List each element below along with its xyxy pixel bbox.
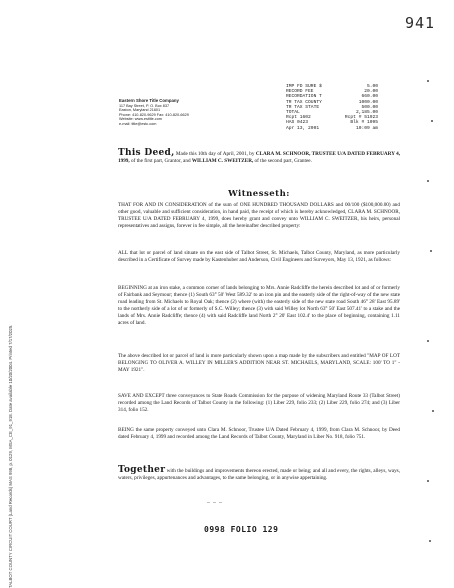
receipt-row: HAS 0423 Blk # 1095 xyxy=(286,120,378,126)
except-paragraph: SAVE AND EXCEPT three conveyances to State Roads Commission for the purpose of widening Maryland Route 33 (Talbot Street) recorded among the Land Records of Talbot County in the following: (1) Liber 229, folio 233; (2) Liber 229, folio 274; and (3) Liber 314, folio 152. xyxy=(118,393,400,413)
receipt-row: Rcpt 1602 Rcpt # 51923 xyxy=(286,115,378,121)
company-website: Website: www.estitle.com xyxy=(119,117,162,122)
scan-marks: ‒ ‒ ‒ xyxy=(207,500,223,506)
receipt-row: TR TAX STATE 500.00 xyxy=(286,104,378,110)
receipt-row: TR TAX COUNTY 1000.00 xyxy=(286,99,378,105)
receipt-row: Apr 13, 2001 10:09 am xyxy=(286,125,378,131)
being-paragraph: BEING the same property conveyed unto Clara M. Schnoor, Trustee U/A Dated February 4, 1999, from Clara M. Schnoor, by Deed dated February 4, 1999 and recorded among the Land Records of Talbot County, Maryland in Liber No. 918, folio 751. xyxy=(118,427,400,440)
archive-margin-note: TALBOT COUNTY CIRCUIT COURT (Land Records) MAS 998, p. 0129, MSA_CE_91_918. Date available 10/20/2004. Printed 7/17/2025. xyxy=(8,324,13,588)
receipt-row: RECORD FEE 20.00 xyxy=(286,89,378,95)
company-name: Eastern Shore Title Company xyxy=(119,98,179,103)
recording-receipt xyxy=(286,84,378,131)
deed-heading: This Deed, xyxy=(118,148,175,158)
liber-folio-stamp: 0998 FOLIO 129 xyxy=(204,525,279,534)
deed-intro: This Deed, Made this 10th day of April, 2001, by CLARA M. SCHNOOR, TRUSTEE U/A DATED FEBRUARY 4, 1999, of the first part, Grantor, and WILLIAM C. SWEITZER, of the second part, Grantee. xyxy=(118,148,400,164)
company-email: e-mail: title@estc.com xyxy=(119,121,157,126)
company-address-line: Easton, Maryland 21601 xyxy=(119,108,161,113)
page-number: 941 xyxy=(405,14,436,32)
together-paragraph: Together with the buildings and improvements thereon erected, made or being; and all and every, the rights, alleys, ways, waters, privileges, appurtenances and advantages, to the same belonging, or in anywise appertaining. xyxy=(118,465,400,481)
parcel-paragraph: ALL that lot or parcel of land situate on the east side of Talbot Street, St. Michaels, Talbot County, Maryland, as more particularly described in a Certificate of Survey made by Kastenhuber and Anderson, Civil Engineers and Surveyors, May 13, 1921, as follows: xyxy=(118,250,400,263)
receipt-row: TOTAL 2,185.00 xyxy=(286,110,378,116)
company-address-line: 117 Bay Street, P. O. Box 837 xyxy=(119,103,170,108)
scan-edge-marks xyxy=(427,40,445,560)
witnesseth-heading: Witnesseth: xyxy=(228,189,290,199)
metes-and-bounds-paragraph: BEGINNING at an iron stake, a common corner of lands belonging to Mrs. Annie Radcliffe the herein described lot and of or formerly of Fairbank and Seymour; thence (1) South 63° 50' West 589.32' to an iron pin and the easterly side of the right-of-way of the new state road leading from St. Michaels to Royal Oak; thence (2) where (with) the easterly side of the new state road South 46° 28' East 95.89' to the northerly side of a lot of or formerly of S.C. Willey; thence (3) with said Willey lot North 63° 50' East 507.41' to a stake and the lands of Mrs. Annie Radcliffe; thence (4) with said Radcliffe land North 2° 20' East 102.4' to the place of beginning, containing 1.11 acres of land. xyxy=(118,285,400,326)
company-phone: Phone: 410-820-9629 Fax: 410-820-6629 xyxy=(119,112,189,117)
receipt-row: IMP FD SURE $ 5.00 xyxy=(286,84,378,89)
receipt-row: RECORDATION T 660.00 xyxy=(286,94,378,100)
plat-paragraph: The above described lot or parcel of land is more particularly shown upon a map made by the subscribers and entitled "MAP OF LOT BELONGING TO OLIVER A. WILLEY IN MILLER'S ADDITION NEAR ST. MICHAELS, MARYLAND, SCALE: 100' TO 1" - MAY 1921". xyxy=(118,353,400,373)
consideration-paragraph: THAT FOR AND IN CONSIDERATION of the sum of ONE HUNDRED THOUSAND DOLLARS and 00/100 ($100,000.00) and other good, valuable and sufficient consideration, in hand paid, the receipt of which is hereby acknowledged, CLARA M. SCHNOOR, TRUSTEE U/A DATED FEBRUARY 4, 1999, does hereby grant and convey unto WILLIAM C. SWEITZER, his heirs, personal representatives and assigns, forever in fee simple, all the hereinafter described property: xyxy=(118,202,400,229)
return-address-block xyxy=(119,99,229,127)
together-lead: Together xyxy=(118,465,166,475)
